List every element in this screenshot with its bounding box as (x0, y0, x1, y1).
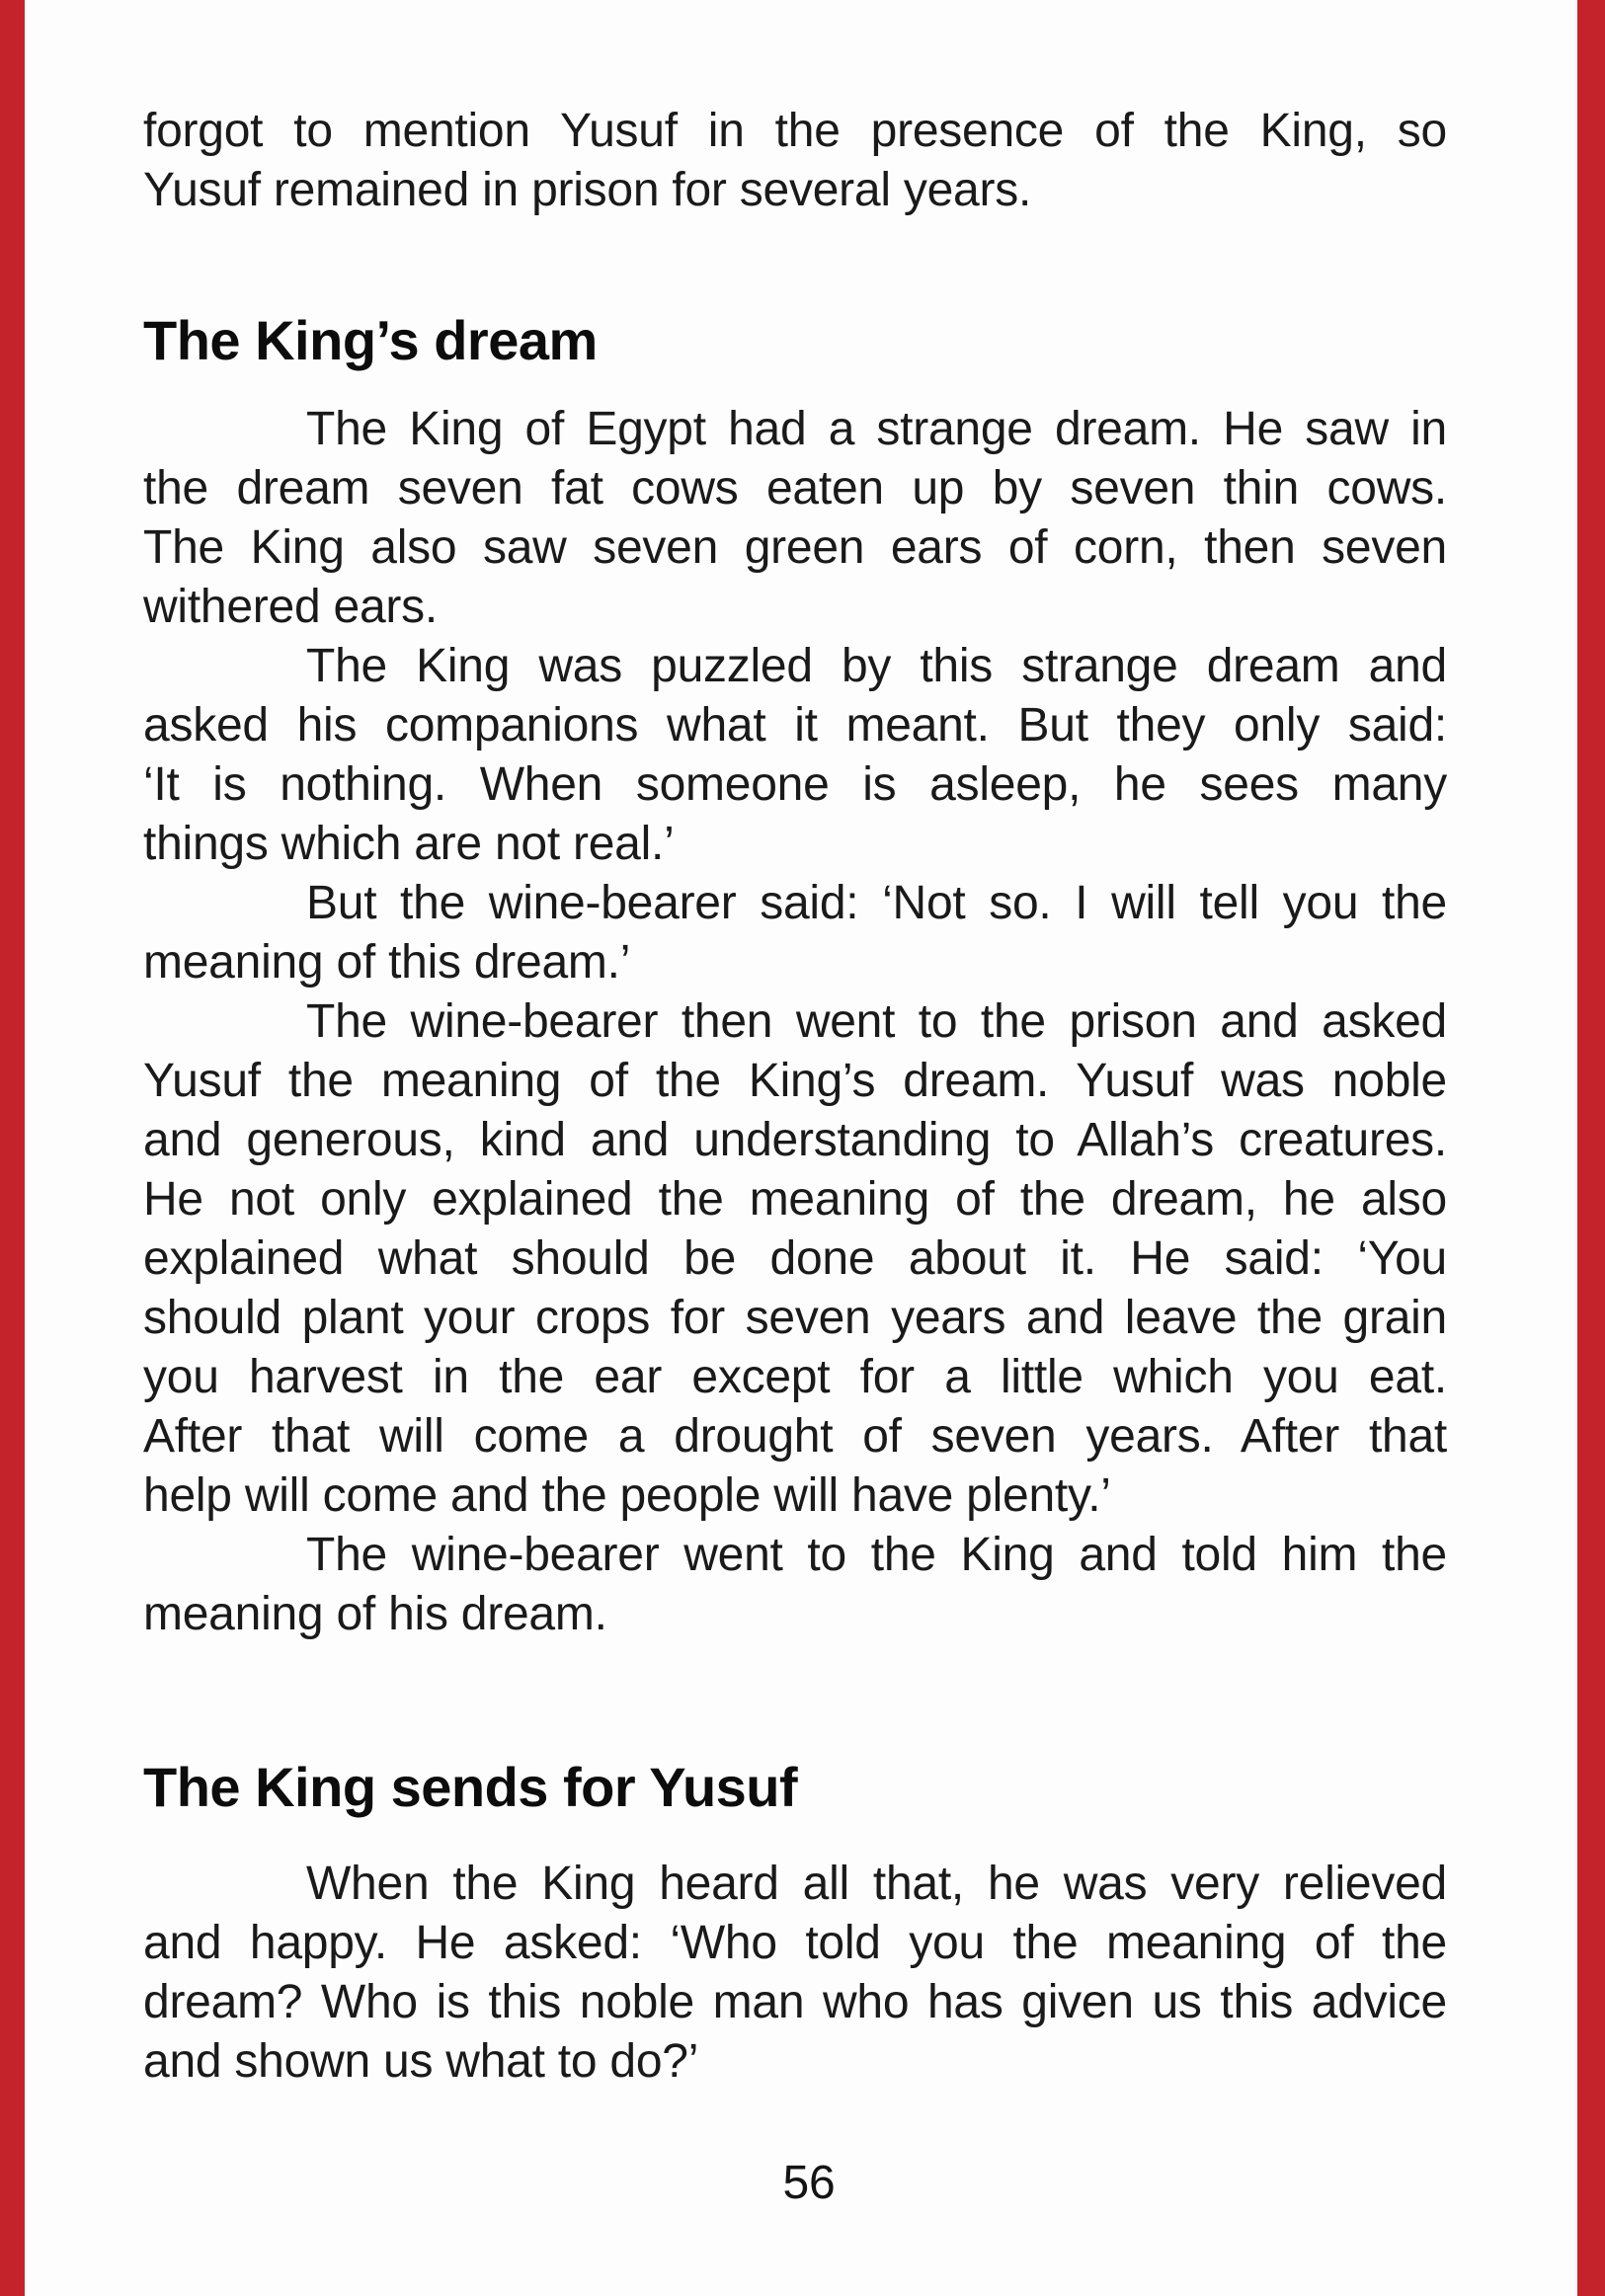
text-line: explained what should be done about it. He said: ‘You (143, 1232, 1447, 1285)
paragraph (143, 400, 1447, 637)
text-line: and generous, kind and understanding to Allah’s creatures. (143, 1114, 1447, 1166)
text-line: forgot to mention Yusuf in the presence of the King, so (143, 105, 1447, 157)
text-line: withered ears. (143, 581, 438, 633)
text-line: dream? Who is this noble man who has given us this advice (143, 1976, 1447, 2028)
text-line: things which are not real.’ (143, 818, 675, 870)
text-line: The wine-bearer went to the King and told him the (306, 1529, 1447, 1581)
text-column (143, 102, 1447, 2213)
paragraph (143, 637, 1447, 874)
text-line: When the King heard all that, he was very relieved (306, 1858, 1447, 1910)
text-line: Yusuf the meaning of the King’s dream. Yusuf was noble (143, 1055, 1447, 1107)
text-line: the dream seven fat cows eaten up by seven thin cows. (143, 462, 1447, 515)
paragraph (143, 1855, 1447, 2092)
section-heading: The King’s dream (143, 309, 598, 371)
text-line: ‘It is nothing. When someone is asleep, he sees many (143, 758, 1447, 811)
left-page-edge-strip (0, 0, 25, 2296)
text-line: you harvest in the ear except for a little which you eat. (143, 1351, 1447, 1403)
text-line: The wine-bearer then went to the prison and asked (306, 995, 1447, 1048)
text-line: The King of Egypt had a strange dream. He saw in (306, 403, 1447, 455)
text-line: meaning of his dream. (143, 1588, 607, 1640)
text-line: But the wine-bearer said: ‘Not so. I will tell you the (306, 877, 1447, 929)
text-line: help will come and the people will have plenty.’ (143, 1469, 1111, 1522)
text-line: The King was puzzled by this strange dream and (306, 640, 1447, 692)
page-number: 56 (782, 2157, 836, 2209)
paragraph (143, 1526, 1447, 1644)
text-line: asked his companions what it meant. But they only said: (143, 699, 1447, 752)
text-line: and shown us what to do?’ (143, 2035, 699, 2088)
text-line: meaning of this dream.’ (143, 936, 631, 989)
text-line: should plant your crops for seven years and leave the grain (143, 1292, 1447, 1344)
text-line: After that will come a drought of seven years. After that (143, 1410, 1447, 1463)
paragraph (143, 874, 1447, 992)
text-line: The King also saw seven green ears of corn, then seven (143, 521, 1447, 574)
text-line: Yusuf remained in prison for several years. (143, 164, 1032, 216)
section-heading: The King sends for Yusuf (143, 1756, 798, 1818)
paragraph (143, 102, 1447, 220)
text-blocks (143, 102, 1447, 2092)
text-line: and happy. He asked: ‘Who told you the meaning of the (143, 1917, 1447, 1969)
right-page-edge-strip (1577, 0, 1605, 2296)
paragraph (143, 992, 1447, 1526)
text-line: He not only explained the meaning of the dream, he also (143, 1173, 1447, 1226)
